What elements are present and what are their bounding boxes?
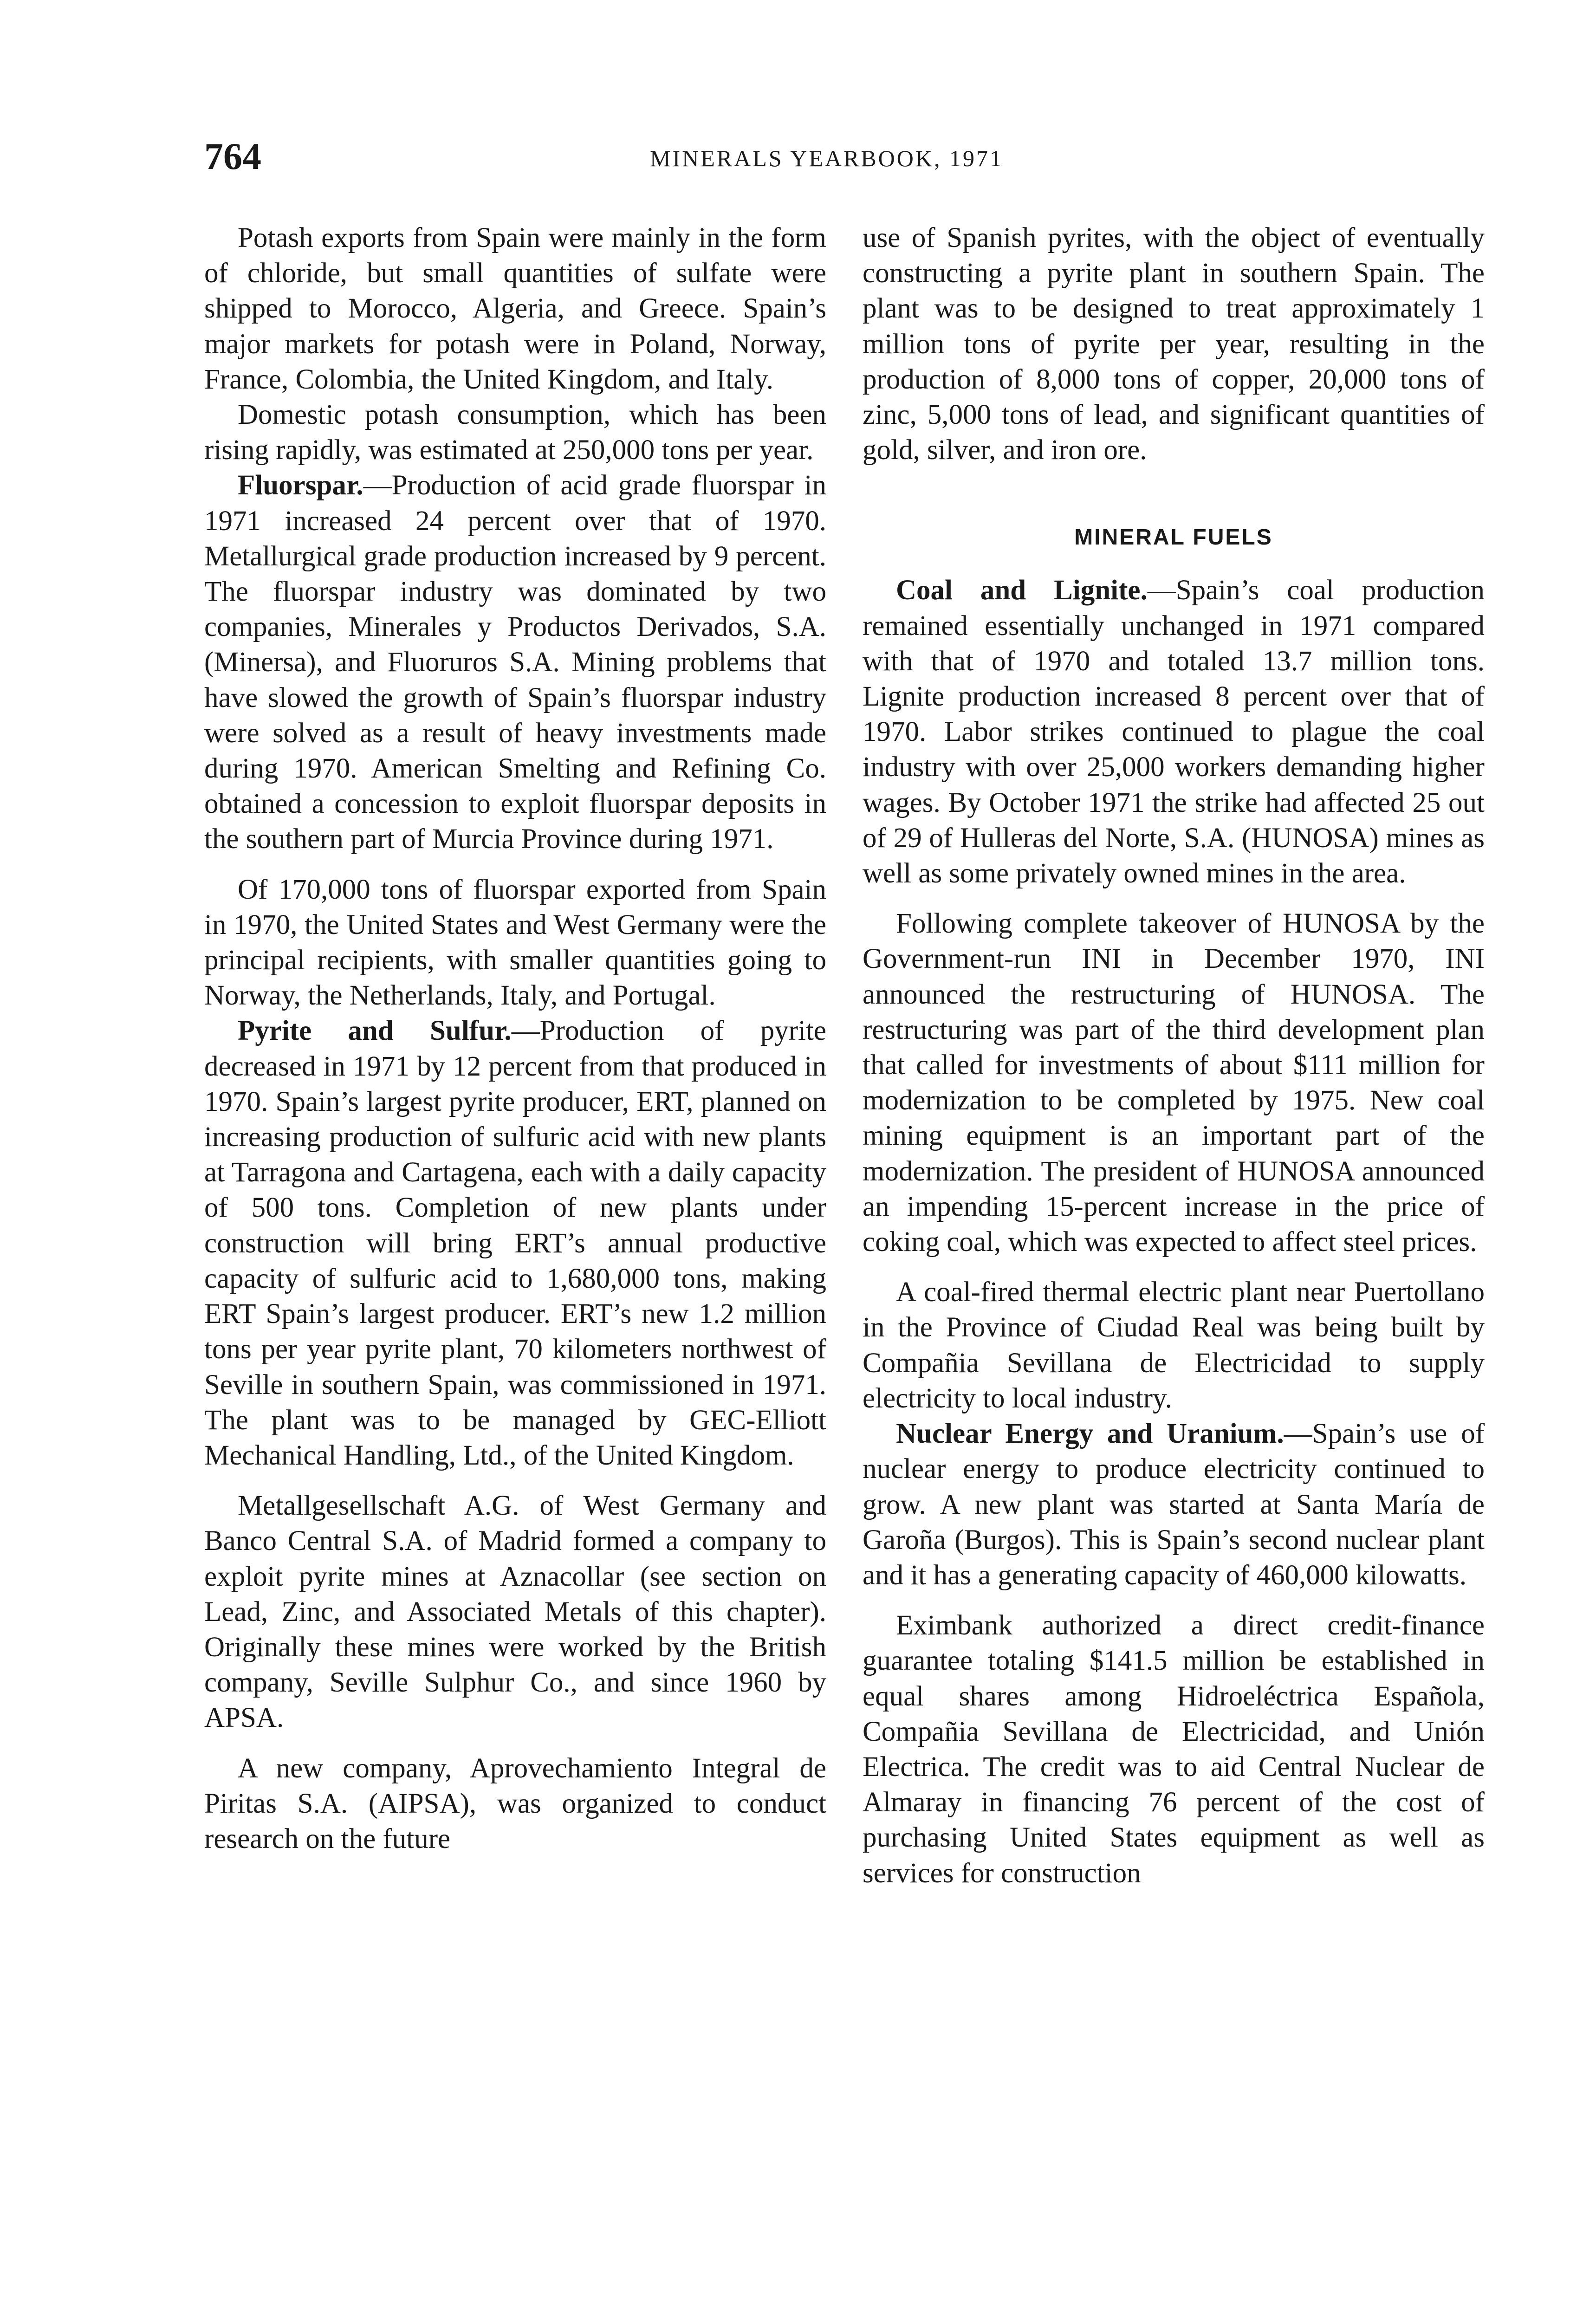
paragraph (863, 573, 1485, 891)
paragraph: Metallgesellschaft A.G. of West Germany and Banco Central S.A. of Madrid formed a company to exploit pyrite mines at Aznacollar (see section on Lead, Zinc, and Associated Metals of this chapter). Originally these mines were worked by the British company, Seville Sulphur Co., and since 1960 by APSA. (204, 1490, 826, 1734)
paragraph: use of Spanish pyrites, with the object of eventually constructing a pyrite plant in southern Spain. The plant was to be designed to treat approximately 1 million tons of pyrite per year, resulting in the production of 8,000 tons of copper, 20,000 tons of zinc, 5,000 tons of lead, and significant quantities of gold, silver, and iron ore. (863, 222, 1485, 466)
running-head: MINERALS YEARBOOK, 1971 (650, 145, 1003, 171)
run-in-heading: Nuclear Energy and Uranium. (896, 1418, 1284, 1450)
paragraph: Domestic potash consumption, which has been rising rapidly, was estimated at 250,000 tons per year. (204, 399, 826, 466)
run-in-heading: Fluorspar. (238, 470, 363, 501)
paragraph: Eximbank authorized a direct credit-finance guarantee totaling $141.5 million be established in equal shares among Hidroeléctrica Española, Compañia Sevillana de Electricidad, and Unión Electrica. The credit was to aid Central Nuclear de Almaray in financing 76 percent of the cost of purchasing United States equipment as well as services for construction (863, 1610, 1485, 1889)
run-in-heading: Pyrite and Sulfur. (238, 1015, 512, 1047)
page-number: 764 (204, 135, 261, 177)
paragraph-text: —Spain’s coal production remained essentially unchanged in 1971 compared with that of 1970 and totaled 13.7 million tons. Lignite production increased 8 percent over that of 1970. Labor strikes continued to plague the coal industry with over 25,000 workers demanding higher wages. By October 1971 the strike had affected 25 out of 29 of Hulleras del Norte, S.A. (HUNOSA) mines as well as some privately owned mines in the area. (863, 575, 1485, 889)
paragraph: A new company, Aprovechamiento Integral de Piritas S.A. (AIPSA), was organized to conduct research on the future (204, 1752, 826, 1854)
paragraph-text: —Production of pyrite decreased in 1971 by 12 percent from that produced in 1970. Spain’s largest pyrite producer, ERT, planned on increasing production of sulfuric acid with new plants at Tarragona and Cartagena, each with a daily capacity of 500 tons. Completion of new plants under construction will bring ERT’s annual productive capacity of sulfuric acid to 1,680,000 tons, making ERT Spain’s largest producer. ERT’s new 1.2 million tons per year pyrite plant, 70 kilometers northwest of Seville in southern Spain, was commissioned in 1971. The plant was to be managed by GEC-Elliott Mechanical Handling, Ltd., of the United Kingdom. (204, 1015, 826, 1471)
paragraph: Potash exports from Spain were mainly in the form of chloride, but small quantities of sulfate were shipped to Morocco, Algeria, and Greece. Spain’s major markets for potash were in Poland, Norway, France, Colombia, the United Kingdom, and Italy. (204, 222, 826, 395)
paragraph: A coal-fired thermal electric plant near Puertollano in the Province of Ciudad Real was being built by Compañia Sevillana de Electricidad to supply electricity to local industry. (863, 1277, 1485, 1414)
section-heading: MINERAL FUELS (1074, 525, 1273, 550)
left-column (204, 220, 826, 1857)
paragraph (863, 1416, 1485, 1593)
paragraph (204, 1013, 826, 1473)
paragraph (204, 468, 826, 857)
paragraph-text: —Production of acid grade fluorspar in 1971 increased 24 percent over that of 1970. Metallurgical grade production increased by 9 percent. The fluorspar industry was dominated by two companies, Minerales y Productos Derivados, S.A. (Minersa), and Fluoruros S.A. Mining problems that have slowed the growth of Spain’s fluorspar industry were solved as a result of heavy investments made during 1970. American Smelting and Refining Co. obtained a concession to exploit fluorspar deposits in the southern part of Murcia Province during 1971. (204, 470, 826, 855)
paragraph: Following complete takeover of HUNOSA by the Government-run INI in December 1970, INI announced the restructuring of HUNOSA. The restructuring was part of the third development plan that called for investments of about $111 million for modernization to be completed by 1975. New coal mining equipment is an important part of the modernization. The president of HUNOSA announced an impending 15-percent increase in the price of coking coal, which was expected to affect steel prices. (863, 908, 1485, 1258)
run-in-heading: Coal and Lignite. (896, 575, 1148, 606)
paragraph-text: —Spain’s use of nuclear energy to produce electricity continued to grow. A new plant was started at Santa María de Garoña (Burgos). This is Spain’s second nuclear plant and it has a generating capacity of 460,000 kilowatts. (863, 1418, 1485, 1591)
paragraph: Of 170,000 tons of fluorspar exported from Spain in 1970, the United States and West Germany were the principal recipients, with smaller quantities going to Norway, the Netherlands, Italy, and Portugal. (204, 874, 826, 1011)
right-column (863, 220, 1485, 1891)
